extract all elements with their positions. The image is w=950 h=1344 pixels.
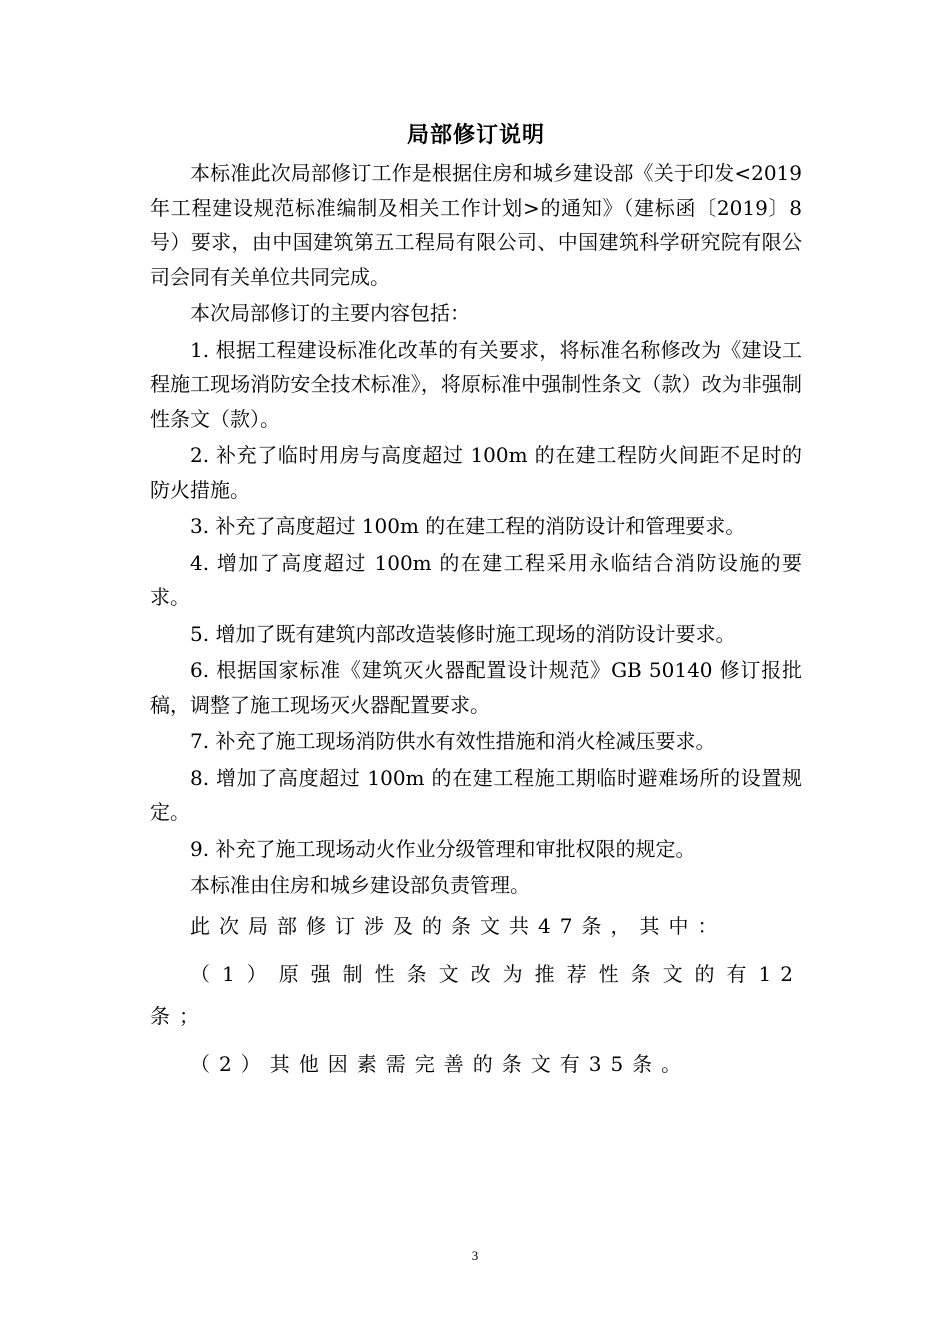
list-item-2: 2. 补充了临时用房与高度超过 100m 的在建工程防火间距不足时的防火措施。 <box>150 443 802 502</box>
summary-item-1: （1）原强制性条文改为推荐性条文的有12条； <box>150 961 802 1028</box>
list-item-1: 1. 根据工程建设标准化改革的有关要求，将标准名称修改为《建设工程施工现场消防安全技术标准》，将原标准中强制性条文（款）改为非强制性条文（款）。 <box>150 337 802 431</box>
list-item-3: 3. 补充了高度超过 100m 的在建工程的消防设计和管理要求。 <box>190 514 746 538</box>
list-item-7: 7. 补充了施工现场消防供水有效性措施和消火栓减压要求。 <box>190 729 716 753</box>
paragraph-contents-heading: 本次局部修订的主要内容包括： <box>190 301 470 325</box>
paragraph-intro: 本标准此次局部修订工作是根据住房和城乡建设部《关于印发<2019年工程建设规范标准编制及相关工作计划>的通知》（建标函〔2019〕8号）要求，由中国建筑第五工程局有限公司、中国建筑科学研究院有限公司会同有关单位共同完成。 <box>150 161 802 289</box>
summary-total: 此次局部修订涉及的条文共47条，其中： <box>190 913 727 938</box>
list-item-6: 6. 根据国家标准《建筑灭火器配置设计规范》GB 50140 修订报批稿，调整了施工现场灭火器配置要求。 <box>150 658 802 717</box>
summary-item-2: （2）其他因素需完善的条文有35条。 <box>190 1051 691 1076</box>
document-title: 局部修订说明 <box>406 123 545 148</box>
page-number: 3 <box>471 1248 479 1263</box>
list-item-4: 4. 增加了高度超过 100m 的在建工程采用永临结合消防设施的要求。 <box>150 550 802 609</box>
list-item-9: 9. 补充了施工现场动火作业分级管理和审批权限的规定。 <box>190 836 696 861</box>
list-item-8: 8. 增加了高度超过 100m 的在建工程施工期临时避难场所的设置规定。 <box>150 765 802 824</box>
document-page <box>150 118 802 1091</box>
paragraph-management: 本标准由住房和城乡建设部负责管理。 <box>190 873 530 897</box>
list-item-5: 5. 增加了既有建筑内部改造装修时施工现场的消防设计要求。 <box>190 621 736 646</box>
